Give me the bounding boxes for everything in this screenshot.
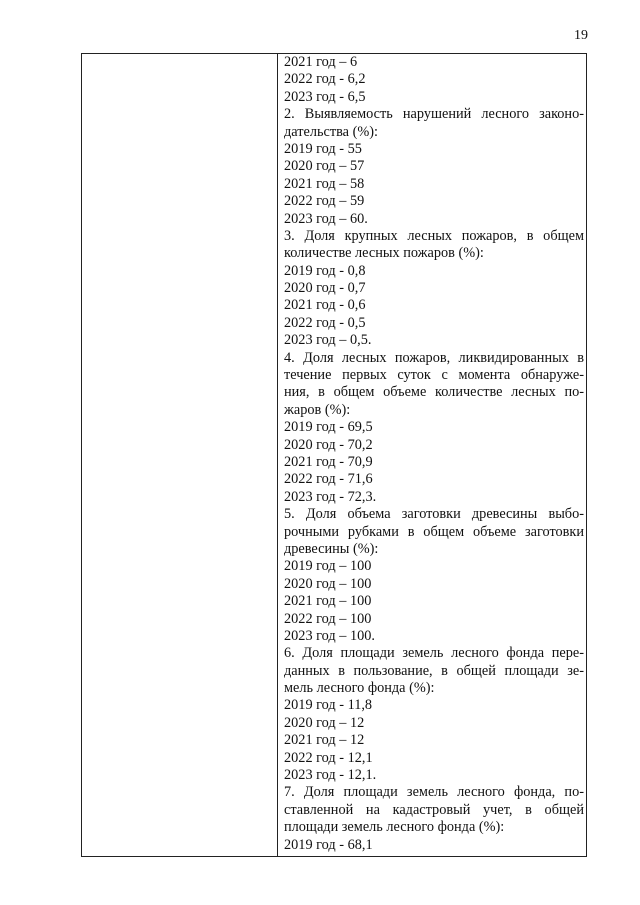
text-line: мель лесного фонда (%): [284,680,435,697]
text-line: дательства (%): [284,123,378,140]
text-line: 2021 год – 58 [284,175,365,192]
text-line: 2023 год - 12,1. [284,767,377,784]
text-line: данных в пользование, в общей площади зе- [284,662,584,679]
text-line: 2021 год – 100 [284,593,372,610]
page-number: 19 [574,28,588,43]
text-line: 4. Доля лесных пожаров, ликвидированных в [284,349,584,366]
document-table [81,53,587,857]
table-left-cell [82,54,278,856]
text-line: 2022 год - 71,6 [284,471,373,488]
text-line: 2023 год – 0,5. [284,332,372,349]
text-line: 2022 год – 59 [284,193,365,210]
text-line: 5. Доля объема заготовки древесины выбо- [284,506,584,523]
text-line: 2020 год - 0,7 [284,280,366,297]
text-line: древесины (%): [284,540,379,557]
text-line: 2023 год – 100. [284,627,376,644]
text-line: 2021 год – 12 [284,732,365,749]
text-line: ния, в общем объеме количестве лесных по- [284,384,584,401]
text-line: 2023 год - 72,3. [284,488,377,505]
text-line: количестве лесных пожаров (%): [284,245,484,262]
text-line: 2019 год - 0,8 [284,262,366,279]
text-line: рочными рубками в общем объеме заготовки [284,523,584,540]
text-line: 2019 год - 55 [284,140,362,157]
text-line: 2022 год - 6,2 [284,71,366,88]
text-line: площади земель лесного фонда (%): [284,819,505,836]
text-line: 2019 год - 11,8 [284,697,373,714]
text-line: 2021 год – 6 [284,54,358,70]
text-line: жаров (%): [284,401,351,418]
text-line: 3. Доля крупных лесных пожаров, в общем [284,227,584,244]
text-line: 2023 год - 6,5 [284,88,366,105]
text-line: 2023 год – 60. [284,210,368,227]
text-line: 2020 год – 57 [284,158,365,175]
indicator-lines [278,54,586,854]
text-line: 2. Выявляемость нарушений лесного законо- [284,106,584,123]
text-line: ставленной на кадастровый учет, в общей [284,801,584,818]
text-line: 2020 год – 100 [284,575,372,592]
table-right-cell [278,54,586,856]
text-line: 2022 год - 0,5 [284,314,366,331]
text-line: 7. Доля площади земель лесного фонда, по- [284,784,584,801]
text-line: 2021 год - 0,6 [284,297,366,314]
text-line: 2020 год – 12 [284,714,365,731]
text-line: 2022 год - 12,1 [284,749,373,766]
text-line: 2019 год - 68,1 [284,836,373,853]
text-line: 2019 год - 69,5 [284,419,373,436]
text-line: 6. Доля площади земель лесного фонда пере- [284,645,584,662]
text-line: 2022 год – 100 [284,610,372,627]
text-line: 2020 год - 70,2 [284,436,373,453]
text-line: 2021 год - 70,9 [284,453,373,470]
text-line: 2019 год – 100 [284,558,372,575]
text-line: течение первых суток с момента обнаруже- [284,367,584,384]
